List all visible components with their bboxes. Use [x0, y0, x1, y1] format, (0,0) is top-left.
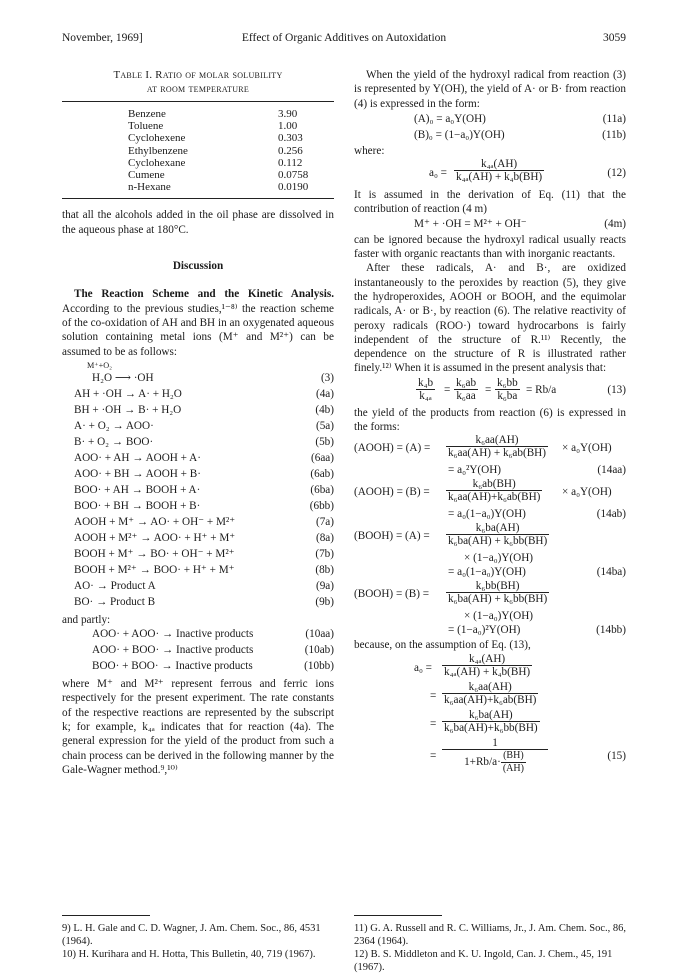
reaction-equation	[62, 563, 334, 579]
equation-number: (10bb)	[304, 660, 334, 673]
issue-date: November, 1969]	[62, 32, 143, 44]
table-row	[62, 181, 334, 193]
solvent-name: Cumene	[128, 169, 165, 182]
footnotes-right	[354, 922, 626, 974]
equation-formula: BOO· + AH → BOOH + A·	[74, 483, 201, 496]
equation-formula: AOO· + AOO· → Inactive products	[92, 628, 254, 641]
equation-formula: H₂O ⟶ ·OH	[92, 371, 154, 384]
run-in-heading: The Reaction Scheme and the Kinetic Analysis.	[74, 288, 334, 301]
reaction-equation	[62, 499, 334, 515]
equation-number: (9a)	[315, 579, 334, 592]
paragraph: After these radicals, A· and B·, are oxidized instantaneously to the peroxides by reaction (5), they give the hydroperoxides, AOOH or BOOH, and the equimolar radicals, A· or B·, by reaction (6). The relative reactivity of peroxy radicals (ROO·) toward hydrocarbons is fairly independent of the structure of R.¹¹⁾ Recently, the dependence on the structure of R is illustrated rather finely.¹²⁾ When it is assumed in the present analysis that:	[354, 262, 626, 375]
table-caption-line2: at room temperature	[146, 83, 250, 95]
equation-formula: AOOH + M²⁺ → AOO· + H⁺ + M⁺	[74, 531, 236, 544]
solubility-ratio: 3.90	[278, 108, 298, 120]
reaction-equation	[62, 659, 334, 675]
equation-number: (8b)	[315, 563, 334, 576]
solvent-name: Cyclohexene	[128, 132, 186, 145]
footnote-9: 9) L. H. Gale and C. D. Wagner, J. Am. Chem. Soc., 86, 4531 (1964).	[62, 923, 321, 947]
reaction-equation	[62, 531, 334, 547]
reaction-equation	[62, 643, 334, 659]
equation-13: $\frac{\text{k₄b}}{\text{k₄ₐ}}$ = $\frac{\text{k₆ab}}{\text{k₆aa}}$ = $\frac{\text{k₆bb}}{\text{k₆ba}}$ = Rb/a (13)	[418, 376, 626, 402]
equation-formula: BO· → Product B	[74, 595, 156, 608]
right-column	[354, 68, 626, 775]
equation-formula: AH + ·OH → A· + H₂O	[74, 387, 182, 400]
solubility-ratio: 0.0758	[278, 169, 309, 182]
running-head	[62, 32, 626, 48]
equation-14ba: (BOOH) = (A) = $\frac{\text{k₆ba(AH)}}{\text{k₆ba(AH) + k₆bb(BH)}}$ × (1−a₀)Y(OH) = a₀(1−a₀)Y(OH) (14ba)	[354, 522, 626, 579]
equation-formula: AO· → Product A	[74, 579, 156, 592]
solvent-name: Benzene	[128, 108, 166, 120]
reaction-equation	[62, 435, 334, 451]
equation-14-block	[354, 434, 626, 638]
table-row	[62, 108, 334, 120]
reaction-equation	[62, 387, 334, 403]
solvent-name: Toluene	[128, 120, 164, 133]
equation-11b: (B)₀ = (1−a₀)Y(OH) (11b)	[414, 128, 626, 141]
equation-number: (3)	[320, 371, 334, 384]
equation-number: (6ba)	[310, 483, 334, 496]
solvent-name: Ethylbenzene	[128, 144, 188, 157]
paragraph: When the yield of the hydroxyl radical from reaction (3) is represented by Y(OH), the yield of A· or B· from reaction (4) is expressed in the form:	[354, 69, 626, 110]
paragraph: that all the alcohols added in the oil phase are dissolved in the aqueous phase at 180°C.	[62, 209, 334, 236]
reaction-equation	[62, 627, 334, 643]
reaction-equation	[62, 547, 334, 563]
equation-14ab: (AOOH) = (B) = $\frac{\text{k₆ab(BH)}}{\text{k₆aa(AH)+k₆ab(BH)}}$ × a₀Y(OH) = a₀(1−a₀)Y(OH) (14ab)	[354, 478, 626, 521]
table-row	[62, 169, 334, 181]
paragraph: can be ignored because the hydroxyl radical usually reacts faster with organic reactants than with inorganic reactants.	[354, 233, 626, 261]
equation-formula: BOOH + M⁺ → BO· + OH⁻ + M²⁺	[74, 547, 235, 560]
reaction-equation	[62, 595, 334, 611]
solvent-name: Cyclohexane	[128, 156, 186, 169]
table-row	[62, 120, 334, 132]
paragraph: The Reaction Scheme and the Kinetic Analysis. According to the previous studies,¹⁻⁸⁾ the reaction scheme of the co-oxidation of AH and BH in an oxygenated aqueous solution containing metal ions (M⁺ and M²⁺) can be assumed to be as follows:	[62, 288, 334, 358]
running-title: Effect of Organic Additives on Autoxidation	[241, 32, 447, 44]
equation-4m: M⁺ + ·OH = M²⁺ + OH⁻ (4m)	[414, 217, 626, 230]
equation-number: (8a)	[315, 531, 334, 544]
equation-formula: AOO· + BOO· → Inactive products	[92, 644, 254, 657]
solubility-ratio: 0.112	[278, 156, 303, 169]
equation-formula: B· + O₂ → BOO·	[74, 435, 154, 448]
table-row	[62, 132, 334, 144]
equation-formula: AOO· + AH → AOOH + A·	[74, 451, 201, 464]
equation-number: (6bb)	[309, 499, 334, 512]
arrow-condition: M⁺+O₂	[87, 360, 112, 370]
equation-number: (4b)	[315, 403, 334, 416]
solubility-ratio: 0.256	[278, 144, 303, 157]
footnotes-left	[62, 922, 334, 961]
equation-formula: BOO· + BOO· → Inactive products	[92, 660, 253, 673]
reaction-equation	[62, 483, 334, 499]
equation-number: (10ab)	[304, 644, 334, 657]
paragraph: where M⁺ and M²⁺ represent ferrous and ferric ions respectively for the present experiment. The rate constants of the respective reactions are represented by the subscript k; for example, k₄ₐ indicates that for reaction (4a). The general expression for the yield of the product from such a chain process can be derived in the following manner by the Gale-Wagner method.⁹,¹⁰⁾	[62, 678, 334, 776]
paragraph: where:	[354, 144, 385, 157]
equation-number: (4a)	[315, 387, 334, 400]
table-caption	[62, 68, 334, 96]
table-row	[62, 157, 334, 169]
footnote-12: 12) B. S. Middleton and K. U. Ingold, Can. J. Chem., 45, 191 (1967).	[354, 949, 613, 973]
equation-number: (5b)	[315, 435, 334, 448]
equation-number: (6aa)	[311, 451, 334, 464]
table-caption-line1: Table I. Ratio of molar solubility	[113, 69, 283, 81]
equation-formula: BOO· + BH → BOOH + B·	[74, 499, 201, 512]
solubility-table	[62, 108, 334, 193]
solubility-ratio: 0.303	[278, 132, 303, 145]
equation-15: a₀ = $\frac{\text{k₄ₐ(AH)}}{\text{k₄ₐ(AH) + k₄b(BH)}}$ = $\frac{\text{k₆aa(AH)}}{\text{k₆aa(AH)+k₆ab(BH)}}$ = $\frac{\text{k₆ba(AH)}}{\text{k₆ba(AH)+k₆bb(BH)}}$ = 1 1+Rb/a· $\frac{(BH)}{(AH)}$ (15)	[414, 652, 626, 774]
paragraph: because, on the assumption of Eq. (13),	[354, 639, 531, 652]
reaction-equation	[62, 579, 334, 595]
equation-12: a₀ = $\frac{\text{k₄ₐ(AH)}}{\text{k₄ₐ(AH) + k₄b(BH)}}$ (12)	[429, 158, 626, 184]
reaction-equation	[62, 419, 334, 435]
equation-number: (5a)	[315, 419, 334, 432]
equation-formula: A· + O₂ → AOO·	[74, 419, 154, 432]
reaction-list	[62, 387, 334, 611]
equation-number: (7a)	[315, 515, 334, 528]
equation-formula: AOO· + BH → AOOH + B·	[74, 467, 201, 480]
equation-14bb: (BOOH) = (B) = $\frac{\text{k₆bb(BH)}}{\text{k₆ba(AH) + k₆bb(BH)}}$ × (1−a₀)Y(OH) = (1−a₀)²Y(OH) (14bb)	[354, 580, 626, 637]
left-column	[62, 68, 334, 777]
page-number: 3059	[603, 32, 626, 44]
reaction-equation	[62, 451, 334, 467]
paragraph: and partly:	[62, 613, 111, 626]
solvent-name: n-Hexane	[128, 181, 171, 194]
equation-number: (9b)	[315, 595, 334, 608]
equation-3	[62, 359, 334, 387]
table-row	[62, 145, 334, 157]
footnote-rule	[354, 915, 442, 916]
reaction-equation	[62, 467, 334, 483]
termination-list	[62, 627, 334, 675]
section-heading: Discussion	[172, 260, 224, 273]
equation-number: (10aa)	[305, 628, 334, 641]
reaction-equation	[62, 403, 334, 419]
footnote-rule	[62, 915, 150, 916]
paragraph: the yield of the products from reaction (6) is expressed in the forms:	[354, 406, 626, 434]
equation-14aa: (AOOH) = (A) = $\frac{\text{k₆aa(AH)}}{\text{k₆aa(AH) + k₆ab(BH)}}$ × a₀Y(OH) = a₀²Y(OH) (14aa)	[354, 434, 626, 477]
paragraph: It is assumed in the derivation of Eq. (11) that the contribution of reaction (4 m)	[354, 189, 626, 216]
equation-formula: BH + ·OH → B· + H₂O	[74, 403, 182, 416]
equation-formula: BOOH + M²⁺ → BOO· + H⁺ + M⁺	[74, 563, 235, 576]
solubility-ratio: 0.0190	[278, 181, 309, 194]
equation-11a: (A)₀ = a₀Y(OH) (11a)	[414, 112, 626, 125]
equation-number: (7b)	[315, 547, 334, 560]
reaction-equation	[62, 515, 334, 531]
solubility-ratio: 1.00	[278, 120, 298, 133]
footnote-11: 11) G. A. Russell and R. C. Williams, Jr., J. Am. Chem. Soc., 86, 2364 (1964).	[354, 923, 627, 947]
footnote-10: 10) H. Kurihara and H. Hotta, This Bulletin, 40, 719 (1967).	[62, 949, 316, 960]
equation-formula: AOOH + M⁺ → AO· + OH⁻ + M²⁺	[74, 515, 236, 528]
equation-number: (6ab)	[310, 467, 334, 480]
